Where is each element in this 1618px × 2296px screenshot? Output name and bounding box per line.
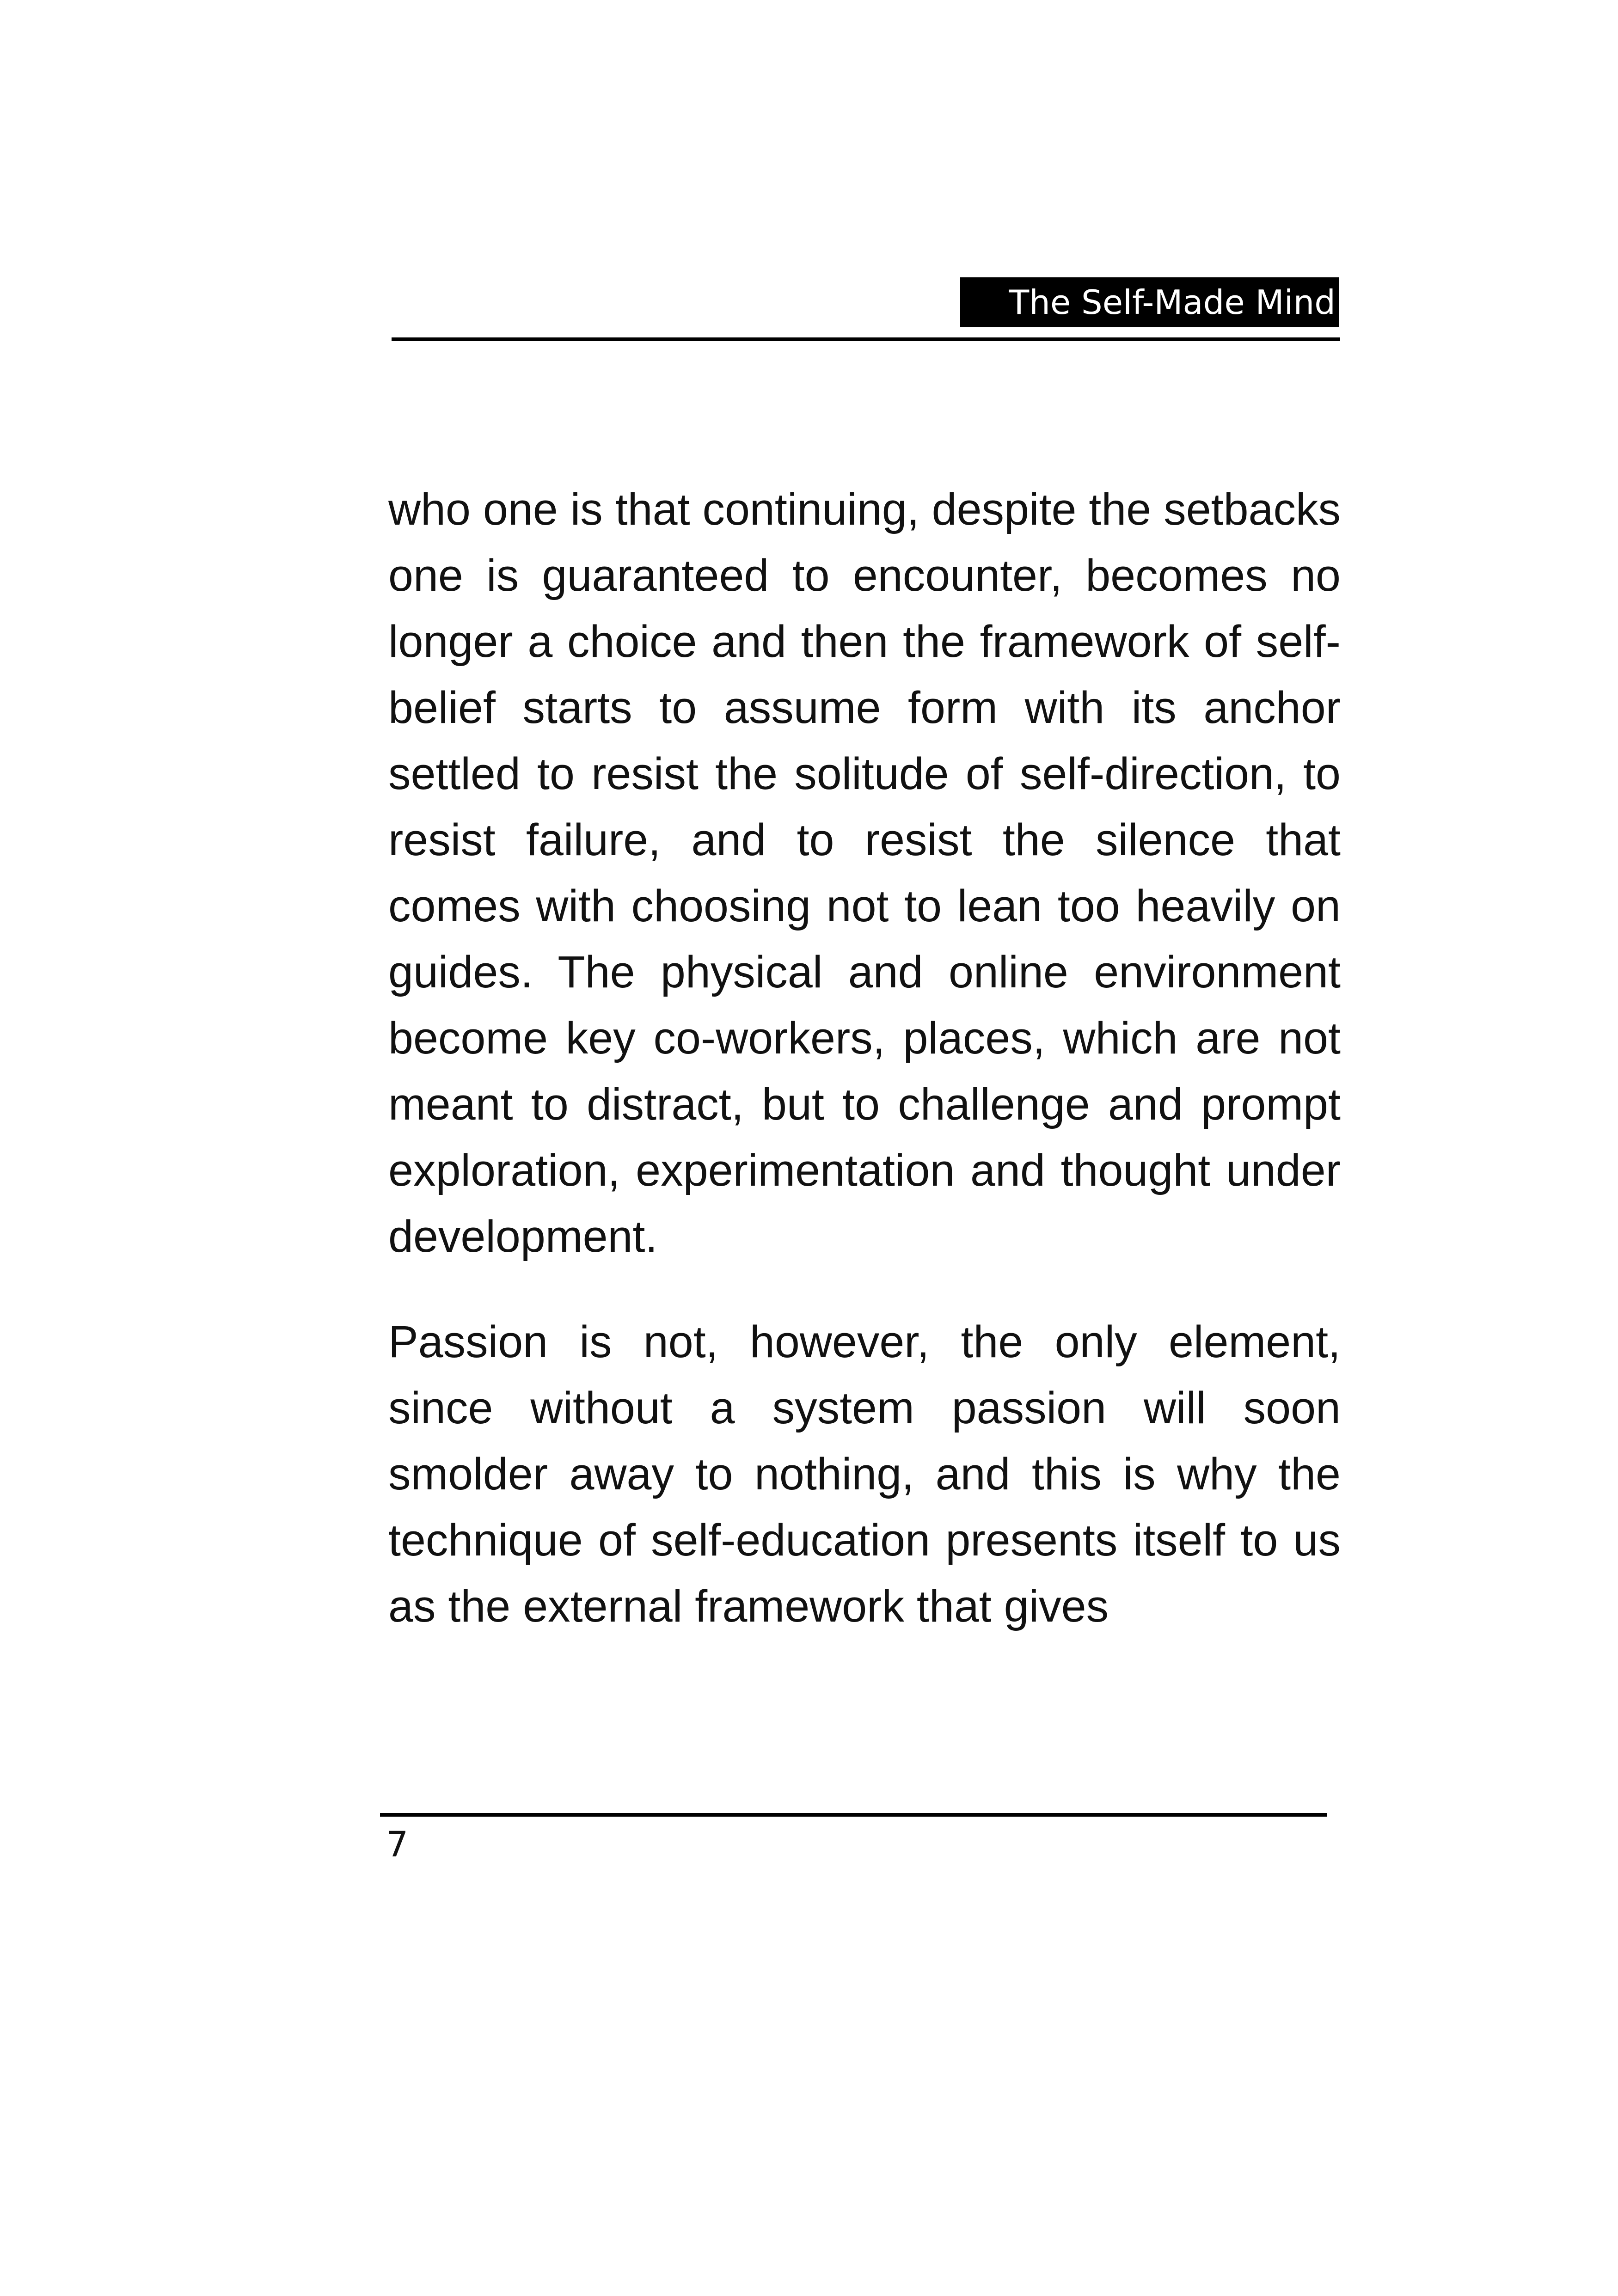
page-number: 7: [386, 1824, 409, 1865]
paragraph-1: who one is that continuing, despite the setbacks one is guaranteed to encounter, becomes no longer a choice and then the framework of self-belief starts to assume form with its anchor settled to resist the solitude of self-direction, to resist failure, and to resist the silence that comes with choosing not to lean too heavily on guides. The physical and online environment become key co-workers, places, which are not meant to distract, but to challenge and prompt exploration, experimentation and thought under development.: [388, 484, 1341, 1261]
paragraph-2: Passion is not, however, the only element, since without a system passion will soon smolder away to nothing, and this is why the technique of self-education presents itself to us as the external framework that gives: [388, 1316, 1341, 1631]
footer-rule: [380, 1813, 1327, 1817]
running-header-title: The Self-Made Mind: [960, 277, 1339, 327]
header-rule: [392, 337, 1340, 341]
body-text: [388, 476, 1341, 1639]
